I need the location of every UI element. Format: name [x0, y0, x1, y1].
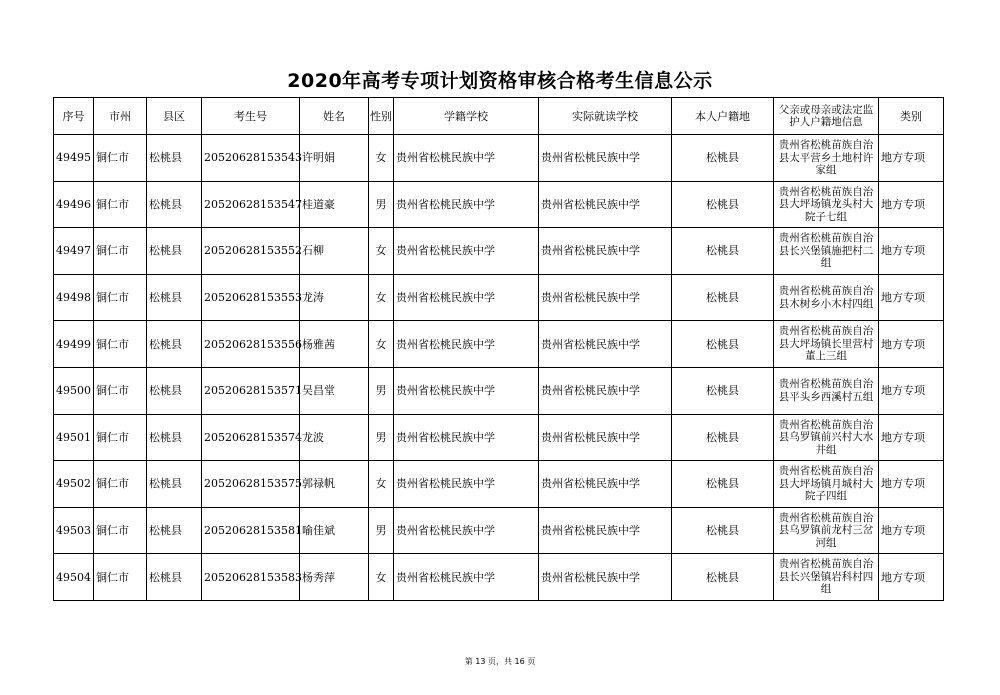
- cell-actual-school: 贵州省松桃民族中学: [539, 135, 672, 182]
- header-reg-school: 学籍学校: [394, 98, 539, 135]
- cell-county: 松桃县: [147, 414, 202, 461]
- table-row: [54, 367, 944, 414]
- cell-gender: 女: [369, 321, 394, 368]
- cell-county: 松桃县: [147, 181, 202, 228]
- cell-gender: 男: [369, 367, 394, 414]
- cell-name: 许明娟: [300, 135, 369, 182]
- cell-actual-school: 贵州省松桃民族中学: [539, 274, 672, 321]
- cell-reg-school: 贵州省松桃民族中学: [394, 554, 539, 601]
- cell-actual-school: 贵州省松桃民族中学: [539, 321, 672, 368]
- header-county: 县区: [147, 98, 202, 135]
- cell-seq: 49495: [54, 135, 94, 182]
- header-seq: 序号: [54, 98, 94, 135]
- cell-guardian: 贵州省松桃苗族自治县乌罗镇前兴村大水井组: [774, 414, 879, 461]
- table-row: [54, 181, 944, 228]
- cell-guardian: 贵州省松桃苗族自治县木树乡小木村四组: [774, 274, 879, 321]
- cell-city: 铜仁市: [94, 321, 147, 368]
- cell-category: 地方专项: [879, 367, 944, 414]
- cell-reg-school: 贵州省松桃民族中学: [394, 321, 539, 368]
- cell-actual-school: 贵州省松桃民族中学: [539, 367, 672, 414]
- cell-actual-school: 贵州省松桃民族中学: [539, 507, 672, 554]
- cell-reg-school: 贵州省松桃民族中学: [394, 414, 539, 461]
- cell-household: 松桃县: [672, 274, 774, 321]
- table-row: [54, 228, 944, 275]
- cell-seq: 49504: [54, 554, 94, 601]
- cell-city: 铜仁市: [94, 461, 147, 508]
- cell-category: 地方专项: [879, 554, 944, 601]
- cell-gender: 女: [369, 274, 394, 321]
- cell-exam-no: 20520628153575: [202, 461, 300, 508]
- table-header-row: [54, 98, 944, 135]
- cell-seq: 49501: [54, 414, 94, 461]
- cell-gender: 男: [369, 181, 394, 228]
- cell-gender: 女: [369, 461, 394, 508]
- cell-name: 喻佳斌: [300, 507, 369, 554]
- cell-name: 杨雅茜: [300, 321, 369, 368]
- cell-county: 松桃县: [147, 367, 202, 414]
- cell-exam-no: 20520628153571: [202, 367, 300, 414]
- header-name: 姓名: [300, 98, 369, 135]
- cell-seq: 49500: [54, 367, 94, 414]
- header-actual-school: 实际就读学校: [539, 98, 672, 135]
- cell-gender: 女: [369, 554, 394, 601]
- cell-city: 铜仁市: [94, 181, 147, 228]
- table-row: [54, 461, 944, 508]
- cell-reg-school: 贵州省松桃民族中学: [394, 228, 539, 275]
- cell-exam-no: 20520628153553: [202, 274, 300, 321]
- table-row: [54, 135, 944, 182]
- cell-county: 松桃县: [147, 554, 202, 601]
- cell-guardian: 贵州省松桃苗族自治县大坪场镇龙头村大院子七组: [774, 181, 879, 228]
- cell-reg-school: 贵州省松桃民族中学: [394, 181, 539, 228]
- cell-guardian: 贵州省松桃苗族自治县平头乡西溪村五组: [774, 367, 879, 414]
- cell-guardian: 贵州省松桃苗族自治县长兴堡镇施把村二组: [774, 228, 879, 275]
- cell-category: 地方专项: [879, 135, 944, 182]
- cell-category: 地方专项: [879, 181, 944, 228]
- cell-name: 吴昌堂: [300, 367, 369, 414]
- cell-household: 松桃县: [672, 554, 774, 601]
- cell-category: 地方专项: [879, 228, 944, 275]
- cell-household: 松桃县: [672, 507, 774, 554]
- candidate-table: [53, 97, 944, 601]
- cell-seq: 49503: [54, 507, 94, 554]
- cell-name: 石柳: [300, 228, 369, 275]
- table-row: [54, 507, 944, 554]
- header-guardian: 父亲或母亲或法定监护人户籍地信息: [774, 98, 879, 135]
- cell-name: 桂道豪: [300, 181, 369, 228]
- cell-exam-no: 20520628153583: [202, 554, 300, 601]
- cell-actual-school: 贵州省松桃民族中学: [539, 181, 672, 228]
- cell-name: 龙涛: [300, 274, 369, 321]
- cell-reg-school: 贵州省松桃民族中学: [394, 135, 539, 182]
- cell-household: 松桃县: [672, 228, 774, 275]
- cell-gender: 男: [369, 507, 394, 554]
- cell-reg-school: 贵州省松桃民族中学: [394, 507, 539, 554]
- header-household: 本人户籍地: [672, 98, 774, 135]
- cell-exam-no: 20520628153581: [202, 507, 300, 554]
- cell-exam-no: 20520628153552: [202, 228, 300, 275]
- cell-actual-school: 贵州省松桃民族中学: [539, 554, 672, 601]
- cell-reg-school: 贵州省松桃民族中学: [394, 274, 539, 321]
- cell-seq: 49496: [54, 181, 94, 228]
- cell-actual-school: 贵州省松桃民族中学: [539, 461, 672, 508]
- table-row: [54, 321, 944, 368]
- cell-reg-school: 贵州省松桃民族中学: [394, 461, 539, 508]
- cell-exam-no: 20520628153556: [202, 321, 300, 368]
- cell-county: 松桃县: [147, 228, 202, 275]
- cell-household: 松桃县: [672, 135, 774, 182]
- cell-category: 地方专项: [879, 507, 944, 554]
- cell-household: 松桃县: [672, 321, 774, 368]
- header-gender: 性别: [369, 98, 394, 135]
- table-row: [54, 554, 944, 601]
- cell-name: 郭禄帆: [300, 461, 369, 508]
- cell-seq: 49502: [54, 461, 94, 508]
- cell-seq: 49497: [54, 228, 94, 275]
- cell-county: 松桃县: [147, 274, 202, 321]
- table-row: [54, 414, 944, 461]
- cell-household: 松桃县: [672, 367, 774, 414]
- cell-category: 地方专项: [879, 321, 944, 368]
- cell-name: 杨秀萍: [300, 554, 369, 601]
- cell-city: 铜仁市: [94, 228, 147, 275]
- cell-guardian: 贵州省松桃苗族自治县乌罗镇前龙村三岔河组: [774, 507, 879, 554]
- cell-county: 松桃县: [147, 135, 202, 182]
- cell-guardian: 贵州省松桃苗族自治县太平营乡土地村许家组: [774, 135, 879, 182]
- cell-household: 松桃县: [672, 414, 774, 461]
- cell-city: 铜仁市: [94, 507, 147, 554]
- cell-city: 铜仁市: [94, 367, 147, 414]
- cell-city: 铜仁市: [94, 135, 147, 182]
- cell-category: 地方专项: [879, 461, 944, 508]
- page-footer: 第 13 页，共 16 页: [464, 657, 536, 666]
- cell-actual-school: 贵州省松桃民族中学: [539, 228, 672, 275]
- header-city: 市州: [94, 98, 147, 135]
- cell-gender: 女: [369, 228, 394, 275]
- cell-category: 地方专项: [879, 414, 944, 461]
- page-title: 2020年高考专项计划资格审核合格考生信息公示: [287, 70, 713, 92]
- cell-city: 铜仁市: [94, 274, 147, 321]
- cell-name: 龙波: [300, 414, 369, 461]
- cell-county: 松桃县: [147, 507, 202, 554]
- cell-gender: 男: [369, 414, 394, 461]
- cell-exam-no: 20520628153574: [202, 414, 300, 461]
- cell-exam-no: 20520628153543: [202, 135, 300, 182]
- header-exam-no: 考生号: [202, 98, 300, 135]
- cell-gender: 女: [369, 135, 394, 182]
- cell-reg-school: 贵州省松桃民族中学: [394, 367, 539, 414]
- cell-household: 松桃县: [672, 181, 774, 228]
- cell-guardian: 贵州省松桃苗族自治县大坪场镇月城村大院子四组: [774, 461, 879, 508]
- cell-household: 松桃县: [672, 461, 774, 508]
- cell-county: 松桃县: [147, 461, 202, 508]
- table-row: [54, 274, 944, 321]
- cell-exam-no: 20520628153547: [202, 181, 300, 228]
- cell-county: 松桃县: [147, 321, 202, 368]
- header-category: 类别: [879, 98, 944, 135]
- cell-guardian: 贵州省松桃苗族自治县大坪场镇长里营村董上三组: [774, 321, 879, 368]
- cell-city: 铜仁市: [94, 554, 147, 601]
- cell-city: 铜仁市: [94, 414, 147, 461]
- cell-seq: 49498: [54, 274, 94, 321]
- cell-category: 地方专项: [879, 274, 944, 321]
- cell-seq: 49499: [54, 321, 94, 368]
- cell-guardian: 贵州省松桃苗族自治县长兴堡镇岩科村四组: [774, 554, 879, 601]
- cell-actual-school: 贵州省松桃民族中学: [539, 414, 672, 461]
